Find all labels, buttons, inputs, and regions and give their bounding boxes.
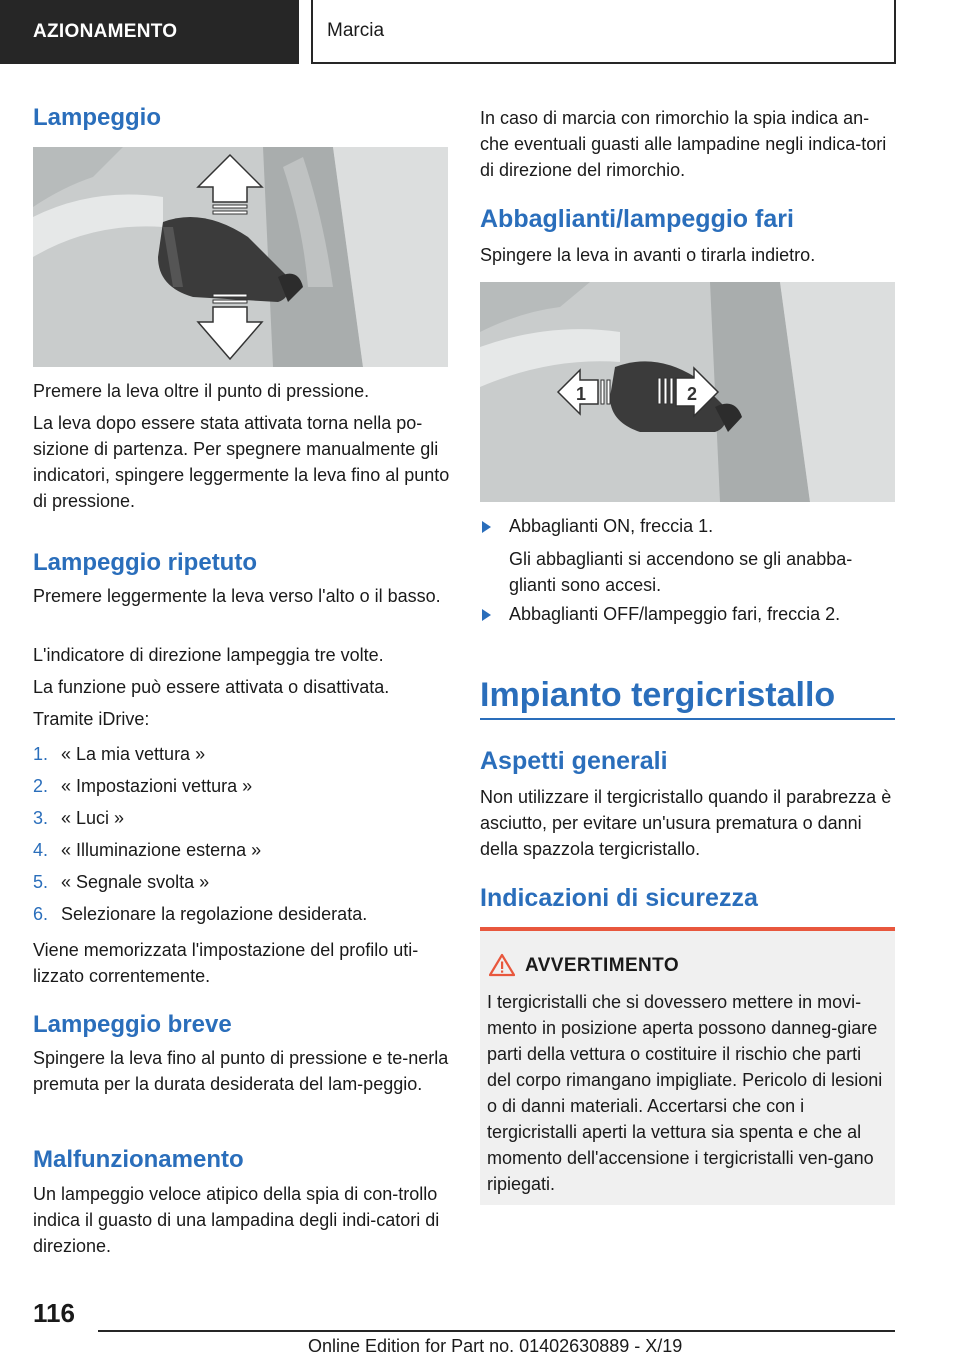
- section-tab: AZIONAMENTO: [0, 0, 299, 64]
- step-text: Selezionare la regolazione desiderata.: [61, 904, 368, 924]
- step-number: 6.: [33, 904, 49, 924]
- warning-box: [480, 927, 895, 1205]
- step-text: « Impostazioni vettura »: [61, 776, 253, 796]
- heading-impianto-tergicristallo: Impianto tergicristallo: [480, 676, 836, 714]
- step-number: 5.: [33, 872, 49, 892]
- arrow-label-1: 1: [576, 384, 587, 404]
- heading-lampeggio: Lampeggio: [33, 104, 162, 131]
- step-number: 3.: [33, 808, 49, 828]
- step-text: « Illuminazione esterna »: [61, 840, 262, 860]
- lever-illustration: [33, 147, 448, 367]
- paragraph-lever-return: La leva dopo essere stata attivata torna nella po-sizione di partenza. Per spegnere manualmente gli indicatori, spingere leggermente la leva fino al punto di pressione.: [33, 413, 450, 511]
- paragraph-fast-flash: Un lampeggio veloce atipico della spia di con-trollo indica il guasto di una lampadina degli indi-catori di direzione.: [33, 1184, 440, 1256]
- page-header: [0, 0, 960, 66]
- paragraph-dry-windshield: Non utilizzare il tergicristallo quando il parabrezza è asciutto, per evitare un'usura prematura o danni della spazzola tergicristallo.: [480, 787, 892, 859]
- heading-lampeggio-ripetuto: Lampeggio ripetuto: [33, 549, 257, 576]
- triangle-bullet-icon: [482, 609, 491, 621]
- footer-rule: [98, 1330, 895, 1332]
- paragraph-toggle-function: La funzione può essere attivata o disattivata.: [33, 677, 390, 697]
- step-number: 4.: [33, 840, 49, 860]
- figure-lever-forward-back: [480, 282, 895, 502]
- bullet-high-beam-off: Abbaglianti OFF/lampeggio fari, freccia 2.: [509, 604, 841, 624]
- bullet-high-beam-on: Abbaglianti ON, freccia 1.: [509, 516, 714, 536]
- paragraph-high-beam-condition: Gli abbaglianti si accendono se gli anabba-glianti sono accesi.: [509, 549, 853, 595]
- warning-triangle-icon: [489, 953, 515, 977]
- paragraph-trailer: In caso di marcia con rimorchio la spia indica an-che eventuali guasti alle lampadine negli indica-tori di direzione del rimorchio.: [480, 108, 887, 180]
- figure-lever-up-down: [33, 147, 448, 367]
- step-text: « Luci »: [61, 808, 125, 828]
- paragraph-press-lever: Premere la leva oltre il punto di pressione.: [33, 381, 370, 401]
- step-number: 1.: [33, 744, 49, 764]
- heading-aspetti-generali: Aspetti generali: [480, 747, 668, 775]
- warning-title: AVVERTIMENTO: [525, 955, 679, 976]
- step-number: 2.: [33, 776, 49, 796]
- chapter-tab: Marcia: [311, 0, 896, 64]
- paragraph-push-pull: Spingere la leva in avanti o tirarla indietro.: [480, 245, 816, 265]
- paragraph-press-lightly: Premere leggermente la leva verso l'alto o il basso.: [33, 586, 441, 606]
- heading-indicazioni-sicurezza: Indicazioni di sicurezza: [480, 884, 758, 912]
- paragraph-via-idrive: Tramite iDrive:: [33, 709, 150, 729]
- step-text: « La mia vettura »: [61, 744, 206, 764]
- paragraph-profile-saved: Viene memorizzata l'impostazione del profilo uti-lizzato correntemente.: [33, 940, 419, 986]
- footer-edition: Online Edition for Part no. 01402630889 - X/19: [308, 1336, 683, 1356]
- heading-abbaglianti: Abbaglianti/lampeggio fari: [480, 205, 794, 233]
- arrow-label-2: 2: [687, 384, 698, 404]
- heading-malfunzionamento: Malfunzionamento: [33, 1146, 244, 1173]
- heading-lampeggio-breve: Lampeggio breve: [33, 1011, 232, 1038]
- heading-rule: [480, 718, 895, 720]
- step-text: « Segnale svolta »: [61, 872, 210, 892]
- page-number: 116: [33, 1298, 75, 1328]
- triangle-bullet-icon: [482, 521, 491, 533]
- paragraph-three-times: L'indicatore di direzione lampeggia tre volte.: [33, 645, 384, 665]
- high-beam-illustration: [480, 282, 895, 502]
- paragraph-push-hold: Spingere la leva fino al punto di pressione e te-nerla premuta per la durata desiderata del lam-peggio.: [33, 1048, 449, 1094]
- warning-text: I tergicristalli che si dovessero mettere in movi-mento in posizione aperta possono danneg-giare parti della vettura o costituire il rischio che parti del corpo rimangano impigliate. Pericolo di lesioni o di danni materiali. Accertarsi che con i tergicristalli aperti la vettura sia spenta e che al momento dell'accensione i tergicristalli ven-gano ripiegati.: [487, 992, 883, 1194]
